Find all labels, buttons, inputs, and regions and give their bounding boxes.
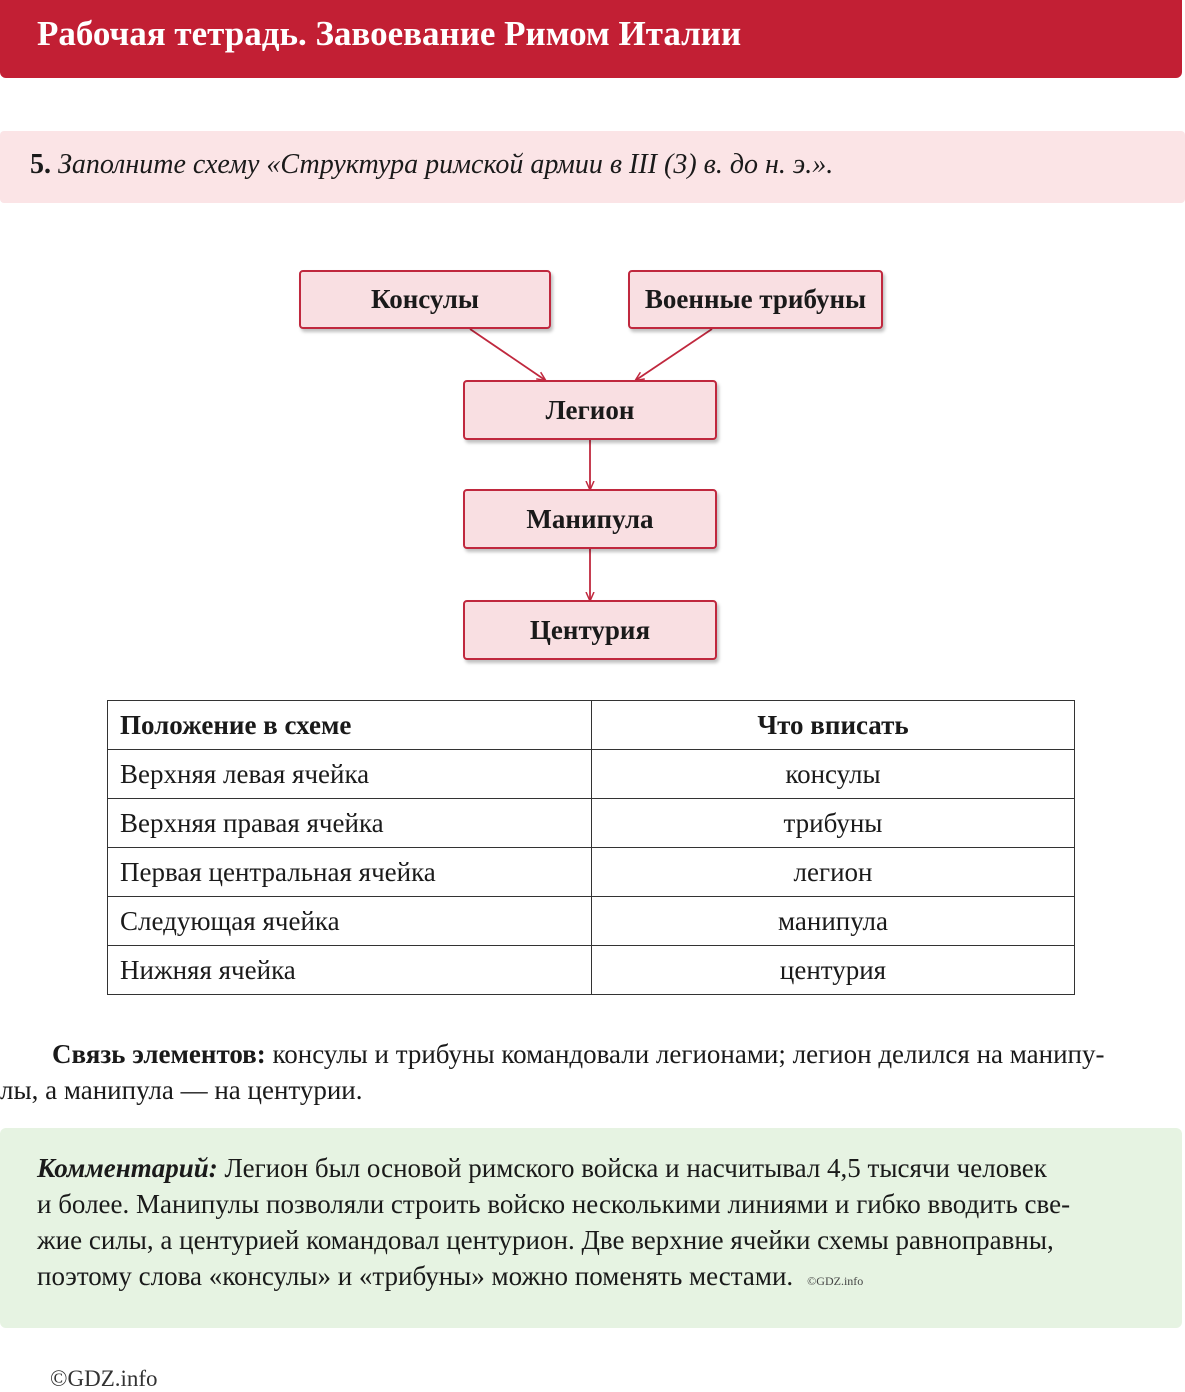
diagram-box-maniple: Манипула	[463, 489, 717, 549]
table-row	[108, 946, 1075, 995]
table-header-row	[108, 701, 1075, 750]
table-cell: трибуны	[592, 799, 1075, 848]
table-header: Что вписать	[592, 701, 1075, 750]
table-row	[108, 750, 1075, 799]
comment-line: жие силы, а центурией командовал центурион. Две верхние ячейки схемы равноправны,	[37, 1225, 1054, 1255]
table-cell: Следующая ячейка	[108, 897, 592, 946]
footer-copyright: ©GDZ.info	[50, 1366, 158, 1391]
comment-watermark: ©GDZ.info	[807, 1274, 864, 1288]
relation-lead: Связь элементов:	[52, 1039, 266, 1069]
comment-line	[37, 1258, 1157, 1299]
table-cell: Верхняя левая ячейка	[108, 750, 592, 799]
table-header: Положение в схеме	[108, 701, 592, 750]
arrow-tribunes-legion	[636, 329, 712, 380]
table-cell: Первая центральная ячейка	[108, 848, 592, 897]
diagram-box-century: Центурия	[463, 600, 717, 660]
table-cell: манипула	[592, 897, 1075, 946]
comment-paragraph	[37, 1150, 1157, 1299]
comment-text: поэтому слова «консулы» и «трибуны» можно поменять местами.	[37, 1261, 794, 1291]
page-header	[0, 0, 1182, 78]
comment-text: Легион был основой римского войска и насчитывал 4,5 тысячи человек	[217, 1153, 1047, 1183]
diagram-box-consuls: Консулы	[299, 270, 551, 329]
comment-line: и более. Манипулы позволяли строить войско несколькими линиями и гибко вводить све-	[37, 1189, 1071, 1219]
diagram-box-tribunes: Военные трибуны	[628, 270, 883, 329]
relation-text: консулы и трибуны командовали легионами; легион делился на манипу-	[265, 1039, 1105, 1069]
arrow-consuls-legion	[470, 329, 545, 380]
relation-line	[52, 1036, 1105, 1072]
table-row	[108, 848, 1075, 897]
task-text: Заполните схему «Структура римской армии в III (3) в. до н. э.».	[58, 149, 834, 180]
task-statement	[30, 149, 833, 181]
comment-line	[37, 1150, 1157, 1186]
table-cell: Верхняя правая ячейка	[108, 799, 592, 848]
answer-table	[107, 700, 1075, 995]
page-title: Рабочая тетрадь. Завоевание Римом Италии	[37, 14, 742, 53]
task-number: 5.	[30, 149, 51, 180]
relation-line: лы, а манипула — на центурии.	[0, 1075, 363, 1105]
comment-lead: Комментарий:	[37, 1153, 218, 1183]
table-cell: центурия	[592, 946, 1075, 995]
table-cell: легион	[592, 848, 1075, 897]
diagram-box-legion: Легион	[463, 380, 717, 440]
table-row	[108, 799, 1075, 848]
table-row	[108, 897, 1075, 946]
table-cell: консулы	[592, 750, 1075, 799]
table-cell: Нижняя ячейка	[108, 946, 592, 995]
